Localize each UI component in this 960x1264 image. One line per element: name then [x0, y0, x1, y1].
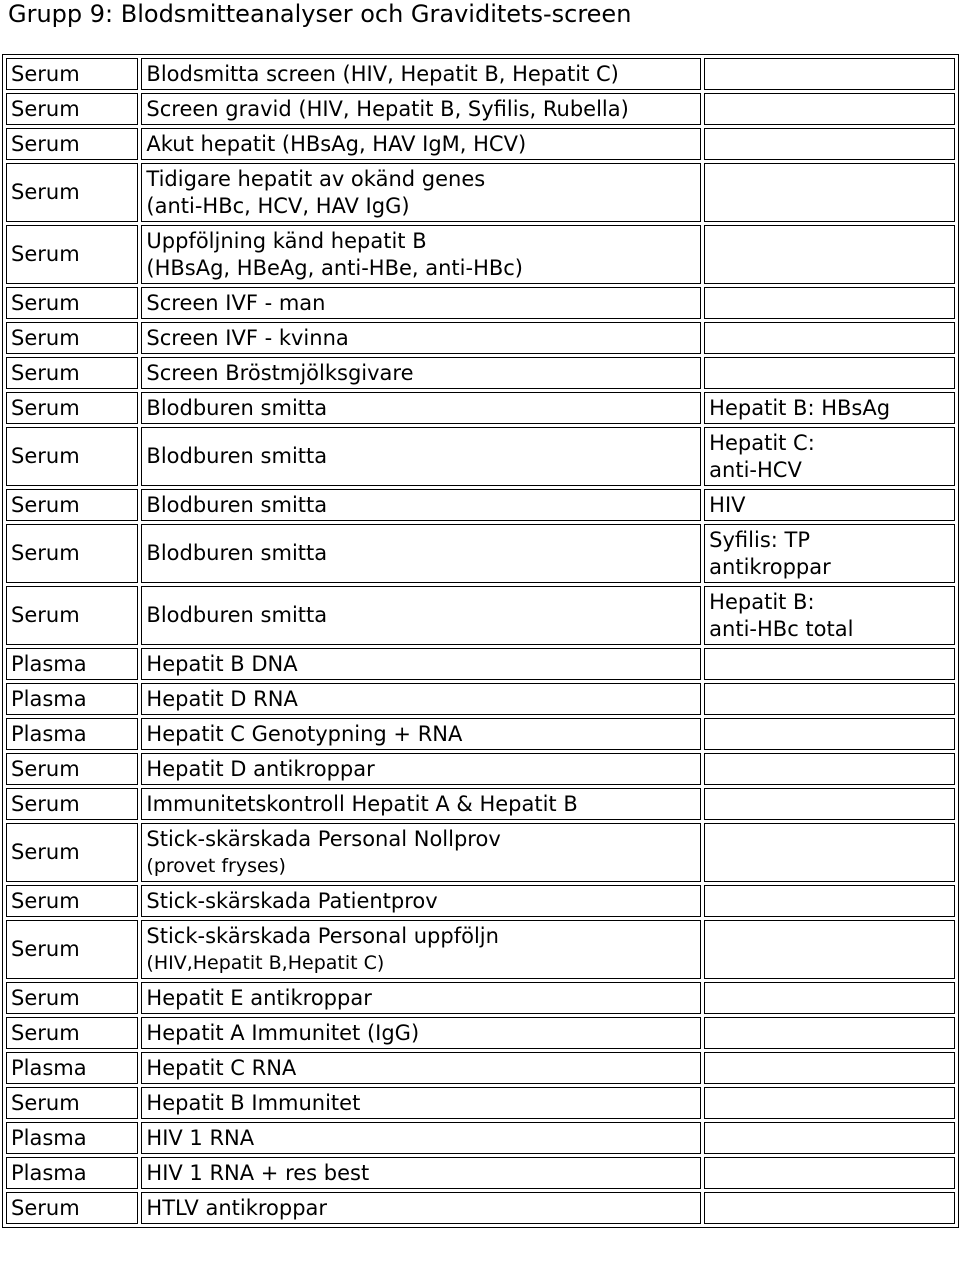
page-title: Grupp 9: Blodsmitteanalyser och Graviditets-screen	[8, 0, 632, 28]
sample-type-cell: Serum	[6, 427, 138, 486]
note-cell	[704, 1192, 955, 1224]
sample-type-cell: Serum	[6, 524, 138, 583]
note-cell	[704, 982, 955, 1014]
table-row	[6, 1052, 955, 1084]
analysis-cell	[141, 823, 701, 882]
table-row	[6, 287, 955, 319]
note-cell	[704, 648, 955, 680]
note-cell	[704, 788, 955, 820]
table-row	[6, 753, 955, 785]
analysis-name: Uppföljning känd hepatit B	[146, 228, 427, 253]
sample-type-cell: Serum	[6, 788, 138, 820]
note-cell	[704, 322, 955, 354]
analysis-name: Hepatit C RNA	[146, 1055, 297, 1080]
note-text: HIV	[709, 492, 746, 517]
table-row	[6, 392, 955, 424]
analysis-name: Blodburen smitta	[146, 444, 328, 468]
analysis-detail: (HBsAg, HBeAg, anti-HBe, anti-HBc)	[146, 255, 524, 280]
analysis-name: Akut hepatit (HBsAg, HAV IgM, HCV)	[146, 131, 527, 156]
note-cell	[704, 885, 955, 917]
sample-type-cell: Plasma	[6, 1157, 138, 1189]
analysis-name: Screen gravid (HIV, Hepatit B, Syfilis, Rubella)	[146, 96, 629, 121]
analysis-name: Screen IVF - man	[146, 290, 326, 315]
sample-type-cell: Serum	[6, 982, 138, 1014]
analysis-name: Hepatit E antikroppar	[146, 985, 372, 1010]
table-row	[6, 427, 955, 486]
sample-type-cell: Serum	[6, 357, 138, 389]
analysis-cell	[141, 287, 701, 319]
note-cell	[704, 823, 955, 882]
note-cell	[704, 1087, 955, 1119]
sample-type-cell: Serum	[6, 920, 138, 979]
sample-type-cell: Serum	[6, 823, 138, 882]
analysis-name: Stick-skärskada Personal uppföljn	[146, 923, 499, 948]
sample-type-cell: Serum	[6, 58, 138, 90]
note-text: Hepatit C:	[709, 430, 815, 455]
note-text-line2: antikroppar	[709, 554, 831, 579]
analysis-table-body	[6, 58, 955, 1224]
note-text-line2: anti-HBc total	[709, 616, 854, 641]
sample-type-cell: Serum	[6, 1192, 138, 1224]
analysis-cell	[141, 1017, 701, 1049]
analysis-cell	[141, 1052, 701, 1084]
table-row	[6, 163, 955, 222]
analysis-cell	[141, 648, 701, 680]
sample-type-cell: Serum	[6, 93, 138, 125]
analysis-cell	[141, 392, 701, 424]
analysis-name: HIV 1 RNA	[146, 1125, 255, 1150]
analysis-cell	[141, 524, 701, 583]
note-cell	[704, 225, 955, 284]
table-row	[6, 718, 955, 750]
note-cell	[704, 586, 955, 645]
analysis-name: Screen Bröstmjölksgivare	[146, 360, 414, 385]
analysis-name: Hepatit C Genotypning + RNA	[146, 721, 463, 746]
table-row	[6, 524, 955, 583]
table-row	[6, 93, 955, 125]
table-row	[6, 1017, 955, 1049]
analysis-cell	[141, 163, 701, 222]
table-row	[6, 648, 955, 680]
note-cell	[704, 1122, 955, 1154]
analysis-name: Screen IVF - kvinna	[146, 325, 349, 350]
sample-type-cell: Serum	[6, 392, 138, 424]
analysis-name: Hepatit D antikroppar	[146, 756, 375, 781]
sample-type-cell: Serum	[6, 163, 138, 222]
sample-type-cell: Serum	[6, 1017, 138, 1049]
sample-type-cell: Serum	[6, 885, 138, 917]
analysis-cell	[141, 683, 701, 715]
analysis-name: Stick-skärskada Patientprov	[146, 888, 438, 913]
analysis-cell	[141, 357, 701, 389]
note-text-line2: anti-HCV	[709, 457, 802, 482]
table-row	[6, 225, 955, 284]
table-row	[6, 357, 955, 389]
sample-type-cell: Serum	[6, 225, 138, 284]
analysis-name: Blodburen smitta	[146, 603, 328, 627]
analysis-name: Stick-skärskada Personal Nollprov	[146, 826, 501, 851]
sample-type-cell: Plasma	[6, 648, 138, 680]
table-row	[6, 58, 955, 90]
analysis-cell	[141, 788, 701, 820]
analysis-cell	[141, 489, 701, 521]
analysis-name: HTLV antikroppar	[146, 1195, 328, 1220]
table-row	[6, 920, 955, 979]
analysis-cell	[141, 427, 701, 486]
analysis-cell	[141, 225, 701, 284]
analysis-cell	[141, 885, 701, 917]
table-row	[6, 982, 955, 1014]
note-cell	[704, 357, 955, 389]
note-cell	[704, 753, 955, 785]
note-cell	[704, 683, 955, 715]
note-cell	[704, 1017, 955, 1049]
table-row	[6, 683, 955, 715]
table-row	[6, 1157, 955, 1189]
analysis-cell	[141, 322, 701, 354]
table-row	[6, 788, 955, 820]
analysis-cell	[141, 93, 701, 125]
note-cell	[704, 1052, 955, 1084]
analysis-name: Blodburen smitta	[146, 541, 328, 565]
note-cell	[704, 392, 955, 424]
sample-type-cell: Plasma	[6, 683, 138, 715]
analysis-name: Hepatit A Immunitet (IgG)	[146, 1020, 420, 1045]
note-cell	[704, 128, 955, 160]
analysis-cell	[141, 718, 701, 750]
sample-type-cell: Serum	[6, 128, 138, 160]
table-row	[6, 128, 955, 160]
analysis-cell	[141, 753, 701, 785]
analysis-cell	[141, 1122, 701, 1154]
table-row	[6, 1122, 955, 1154]
sample-type-cell: Serum	[6, 489, 138, 521]
sample-type-cell: Plasma	[6, 1052, 138, 1084]
sample-type-cell: Plasma	[6, 1122, 138, 1154]
note-cell	[704, 718, 955, 750]
analysis-name: Tidigare hepatit av okänd genes	[146, 166, 486, 191]
note-cell	[704, 93, 955, 125]
analysis-detail: (provet fryses)	[146, 854, 286, 877]
analysis-name: Blodburen smitta	[146, 395, 328, 420]
note-cell	[704, 489, 955, 521]
note-text: Hepatit B: HBsAg	[709, 395, 891, 420]
analysis-detail: (anti-HBc, HCV, HAV IgG)	[146, 193, 410, 218]
analysis-name: Immunitetskontroll Hepatit A & Hepatit B	[146, 791, 578, 816]
note-cell	[704, 287, 955, 319]
note-cell	[704, 163, 955, 222]
note-text: Syfilis: TP	[709, 527, 811, 552]
analysis-name: Hepatit D RNA	[146, 686, 298, 711]
table-row	[6, 586, 955, 645]
analysis-cell	[141, 1192, 701, 1224]
table-row	[6, 885, 955, 917]
table-row	[6, 823, 955, 882]
analysis-cell	[141, 128, 701, 160]
analysis-cell	[141, 1087, 701, 1119]
table-row	[6, 489, 955, 521]
analysis-name: HIV 1 RNA + res best	[146, 1160, 370, 1185]
sample-type-cell: Serum	[6, 287, 138, 319]
sample-type-cell: Serum	[6, 753, 138, 785]
note-cell	[704, 1157, 955, 1189]
analysis-cell	[141, 1157, 701, 1189]
note-cell	[704, 524, 955, 583]
note-text: Hepatit B:	[709, 589, 815, 614]
analysis-name: Blodsmitta screen (HIV, Hepatit B, Hepatit C)	[146, 61, 619, 86]
table-row	[6, 322, 955, 354]
analysis-cell	[141, 982, 701, 1014]
sample-type-cell: Serum	[6, 1087, 138, 1119]
analysis-name: Blodburen smitta	[146, 492, 328, 517]
analysis-cell	[141, 920, 701, 979]
sample-type-cell: Serum	[6, 586, 138, 645]
table-row	[6, 1087, 955, 1119]
note-cell	[704, 427, 955, 486]
sample-type-cell: Plasma	[6, 718, 138, 750]
analysis-name: Hepatit B Immunitet	[146, 1090, 361, 1115]
analysis-detail: (HIV,Hepatit B,Hepatit C)	[146, 951, 385, 974]
analysis-table	[2, 54, 959, 1228]
table-row	[6, 1192, 955, 1224]
sample-type-cell: Serum	[6, 322, 138, 354]
note-cell	[704, 920, 955, 979]
analysis-name: Hepatit B DNA	[146, 651, 298, 676]
analysis-cell	[141, 586, 701, 645]
note-cell	[704, 58, 955, 90]
analysis-cell	[141, 58, 701, 90]
